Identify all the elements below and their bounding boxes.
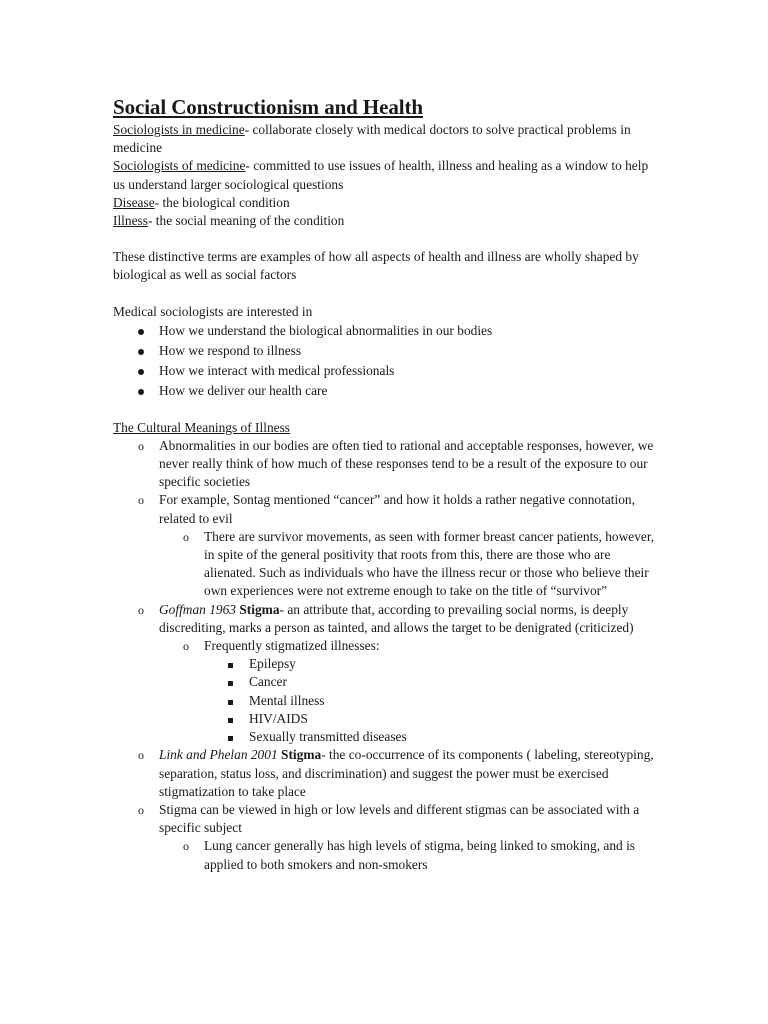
list-item: o For example, Sontag mentioned “cancer” and how it holds a rather negative connotation, related to evil bbox=[138, 492, 635, 526]
square-bullet-icon bbox=[228, 673, 240, 691]
interests-list bbox=[113, 322, 658, 401]
key-term: Stigma bbox=[239, 601, 280, 617]
hollow-bullet-icon: o bbox=[183, 839, 189, 854]
definition-sociologists-in-medicine bbox=[113, 121, 658, 157]
definition-text: - collaborate closely with medical doctors to solve practical problems in medicine bbox=[113, 122, 631, 156]
bullet-icon bbox=[138, 342, 150, 360]
square-bullet-icon bbox=[228, 655, 240, 673]
bullet-icon bbox=[138, 382, 150, 400]
list-item: Epilepsy bbox=[113, 655, 658, 673]
definition-term: Illness bbox=[113, 213, 148, 229]
list-item: How we understand the biological abnormalities in our bodies bbox=[113, 322, 658, 340]
definition-term: Sociologists of medicine bbox=[113, 158, 246, 174]
definition-term: Disease bbox=[113, 194, 155, 210]
distinctive-terms-paragraph: These distinctive terms are examples of how all aspects of health and illness are wholly shaped by biological as well as social factors bbox=[113, 249, 639, 283]
square-bullet-icon bbox=[228, 710, 240, 728]
bullet-icon bbox=[138, 362, 150, 380]
definition-disease bbox=[113, 194, 658, 212]
hollow-bullet-icon: o bbox=[138, 748, 144, 763]
cultural-meanings-list bbox=[113, 437, 658, 874]
list-item: Cancer bbox=[113, 673, 658, 691]
citation: Link and Phelan 2001 bbox=[159, 747, 278, 763]
hollow-bullet-icon: o bbox=[138, 493, 144, 508]
key-term: Stigma bbox=[281, 747, 322, 763]
definition-text: - committed to use issues of health, illness and healing as a window to help us understand larger sociological questions bbox=[113, 158, 649, 192]
list-item: Mental illness bbox=[113, 692, 658, 710]
list-item: How we interact with medical professionals bbox=[113, 362, 658, 380]
list-item: o Goffman 1963 Stigma- an attribute that, according to prevailing social norms, is deeply discrediting, marks a person as tainted, and allows the target to be denigrated (criticized) bbox=[138, 601, 634, 635]
definition-sociologists-of-medicine bbox=[113, 157, 658, 193]
hollow-bullet-icon: o bbox=[183, 529, 189, 544]
definition-text: - the biological condition bbox=[154, 194, 290, 210]
list-item: o Abnormalities in our bodies are often tied to rational and acceptable responses, however, we never really think of how much of these responses tend to be a result of the exposure to our specific societies bbox=[138, 437, 654, 490]
definition-text: - the social meaning of the condition bbox=[147, 213, 345, 229]
document-title: Social Constructionism and Health bbox=[113, 95, 423, 119]
citation: Goffman 1963 bbox=[159, 601, 236, 617]
bullet-icon bbox=[138, 322, 150, 340]
hollow-bullet-icon: o bbox=[138, 602, 144, 617]
list-item: o Link and Phelan 2001 Stigma- the co-occurrence of its components ( labeling, stereotyping, separation, status loss, and discrimination) and suggest the power must be exercised stigmatization to take place bbox=[138, 747, 654, 799]
list-item: HIV/AIDS bbox=[113, 710, 658, 728]
list-item: o Lung cancer generally has high levels of stigma, being linked to smoking, and is applied to both smokers and non-smokers bbox=[183, 838, 636, 872]
interests-intro: Medical sociologists are interested in bbox=[113, 303, 313, 319]
spacer bbox=[113, 401, 658, 419]
hollow-bullet-icon: o bbox=[138, 802, 144, 817]
hollow-bullet-icon: o bbox=[183, 639, 189, 654]
list-item: o There are survivor movements, as seen with former breast cancer patients, however, in spite of the general positivity that roots from this, there are those who are alienated. Such as individuals who have the illness recur or those who believe their own experiences were not extreme enough to take on the title of “survivor” bbox=[183, 528, 655, 599]
definition-term: Sociologists in medicine bbox=[113, 122, 245, 137]
list-item: o Stigma can be viewed in high or low levels and different stigmas can be associated with a specific subject bbox=[138, 801, 640, 836]
list-item: How we deliver our health care bbox=[113, 382, 658, 400]
list-item: Sexually transmitted diseases bbox=[113, 728, 658, 746]
document-page bbox=[113, 94, 658, 874]
square-bullet-icon bbox=[228, 728, 240, 746]
list-item: How we respond to illness bbox=[113, 342, 658, 360]
hollow-bullet-icon: o bbox=[138, 438, 144, 453]
section-heading: The Cultural Meanings of Illness bbox=[113, 419, 291, 435]
list-item: o Frequently stigmatized illnesses: bbox=[183, 638, 380, 654]
definition-illness bbox=[113, 212, 658, 230]
spacer bbox=[113, 285, 658, 303]
square-bullet-icon bbox=[228, 692, 240, 710]
spacer bbox=[113, 230, 658, 248]
